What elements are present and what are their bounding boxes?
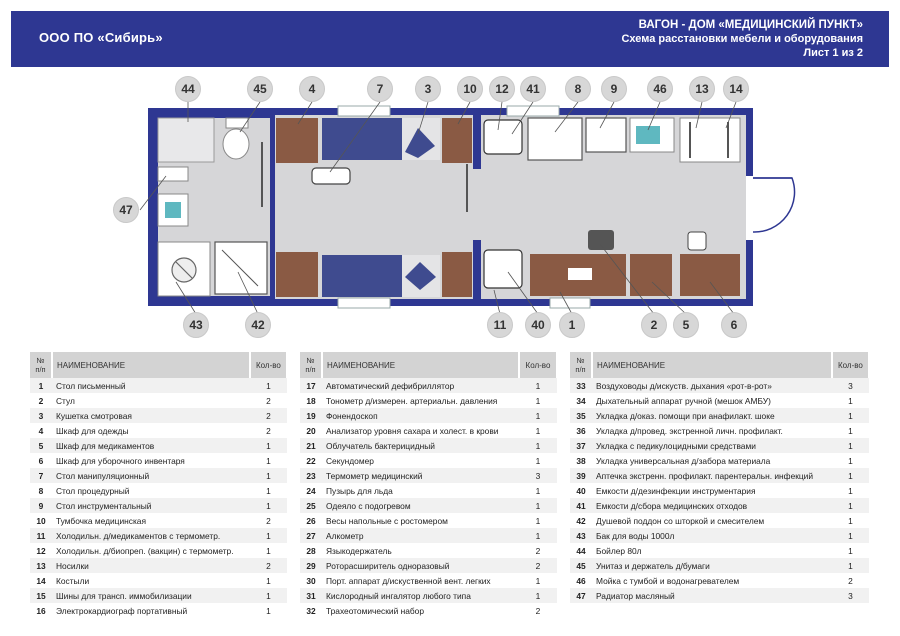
table-row	[30, 543, 287, 558]
item-name: Стол процедурный	[52, 483, 250, 498]
item-quantity: 1	[832, 498, 869, 513]
item-quantity: 1	[519, 513, 557, 528]
window	[338, 106, 390, 116]
toilet	[223, 129, 249, 159]
table-row	[570, 468, 869, 483]
item-number: 17	[300, 378, 322, 393]
item-number: 16	[30, 603, 52, 618]
item-quantity: 1	[832, 483, 869, 498]
item-number: 8	[30, 483, 52, 498]
item-quantity: 1	[832, 438, 869, 453]
cleaning-cabinet	[680, 254, 740, 296]
wardrobe	[276, 118, 318, 163]
item-quantity: 1	[519, 423, 557, 438]
callout-9: 9	[601, 76, 627, 102]
item-number: 34	[570, 393, 592, 408]
item-quantity: 1	[519, 438, 557, 453]
item-number: 9	[30, 498, 52, 513]
item-name: Бак для воды 1000л	[592, 528, 832, 543]
item-number: 36	[570, 423, 592, 438]
procedure-table	[528, 118, 582, 160]
item-number: 5	[30, 438, 52, 453]
item-quantity: 1	[250, 543, 287, 558]
item-quantity: 1	[519, 498, 557, 513]
item-number: 19	[300, 408, 322, 423]
item-quantity: 2	[250, 558, 287, 573]
callout-7: 7	[367, 76, 393, 102]
item-number: 14	[30, 573, 52, 588]
table-row	[300, 558, 557, 573]
spec-table-1	[30, 352, 288, 618]
spec-table-3	[570, 352, 870, 603]
table-row	[30, 408, 287, 423]
table-row	[570, 543, 869, 558]
item-name: Стол манипуляционный	[52, 468, 250, 483]
item-quantity: 3	[519, 468, 557, 483]
item-number: 25	[300, 498, 322, 513]
item-name: Бойлер 80л	[592, 543, 832, 558]
table-row	[300, 393, 557, 408]
col-num-header: № п/п	[570, 352, 592, 378]
item-name: Стол письменный	[52, 378, 250, 393]
item-number: 2	[30, 393, 52, 408]
table-row	[300, 528, 557, 543]
item-quantity: 1	[832, 393, 869, 408]
item-quantity: 2	[250, 393, 287, 408]
callout-8: 8	[565, 76, 591, 102]
window	[550, 298, 590, 308]
item-number: 13	[30, 558, 52, 573]
item-name: Трахеотомический набор	[322, 603, 519, 618]
table-row	[300, 483, 557, 498]
item-number: 32	[300, 603, 322, 618]
drawing-subtitle: Схема расстановки мебели и оборудования	[621, 33, 863, 45]
medicine-fridge	[484, 250, 522, 288]
shower-tray	[215, 242, 267, 294]
item-name: Носилки	[52, 558, 250, 573]
col-qty-header: Кол-во	[832, 352, 869, 378]
drawing-title: ВАГОН - ДОМ «МЕДИЦИНСКИЙ ПУНКТ»	[638, 19, 863, 31]
table-row	[30, 423, 287, 438]
item-quantity: 1	[832, 468, 869, 483]
item-name: Укладка с педикулоцидными средствами	[592, 438, 832, 453]
item-number: 22	[300, 453, 322, 468]
item-name: Душевой поддон со шторкой и смесителем	[592, 513, 832, 528]
item-number: 26	[300, 513, 322, 528]
item-quantity: 2	[250, 423, 287, 438]
callout-13: 13	[689, 76, 715, 102]
table-row	[570, 528, 869, 543]
table-row	[30, 528, 287, 543]
item-name: Мойка с тумбой и водонагревателем	[592, 573, 832, 588]
item-name: Шкаф для уборочного инвентаря	[52, 453, 250, 468]
item-number: 7	[30, 468, 52, 483]
item-number: 4	[30, 423, 52, 438]
chair	[588, 230, 614, 250]
table-row	[30, 393, 287, 408]
item-quantity: 1	[832, 558, 869, 573]
col-num-header: № п/п	[300, 352, 322, 378]
item-name: Облучатель бактерицидный	[322, 438, 519, 453]
item-number: 47	[570, 588, 592, 603]
item-quantity: 1	[832, 528, 869, 543]
item-quantity: 1	[250, 468, 287, 483]
callout-41: 41	[520, 76, 546, 102]
item-number: 6	[30, 453, 52, 468]
table-row	[300, 498, 557, 513]
item-quantity: 2	[519, 558, 557, 573]
callout-45: 45	[247, 76, 273, 102]
item-quantity: 1	[250, 438, 287, 453]
item-number: 46	[570, 573, 592, 588]
item-quantity: 1	[832, 453, 869, 468]
item-quantity: 1	[832, 408, 869, 423]
table-row	[30, 573, 287, 588]
chair	[688, 232, 706, 250]
table-row	[300, 423, 557, 438]
item-number: 45	[570, 558, 592, 573]
callout-12: 12	[489, 76, 515, 102]
item-number: 21	[300, 438, 322, 453]
item-number: 27	[300, 528, 322, 543]
callout-11: 11	[487, 312, 513, 338]
item-number: 28	[300, 543, 322, 558]
table-row	[30, 378, 287, 393]
item-quantity: 1	[832, 513, 869, 528]
item-quantity: 3	[832, 588, 869, 603]
item-quantity: 1	[250, 498, 287, 513]
item-quantity: 1	[519, 393, 557, 408]
table-row	[300, 543, 557, 558]
item-name: Аптечка экстренн. профилакт. парентеральн. инфекций	[592, 468, 832, 483]
table-row	[300, 378, 557, 393]
col-name-header: НАИМЕНОВАНИЕ	[52, 352, 250, 378]
boiler	[158, 118, 214, 162]
item-number: 18	[300, 393, 322, 408]
item-name: Электрокардиограф портативный	[52, 603, 250, 618]
table-row	[570, 378, 869, 393]
vaccine-fridge	[484, 120, 522, 154]
callout-6: 6	[721, 312, 747, 338]
item-quantity: 1	[250, 528, 287, 543]
floor-plan	[0, 72, 900, 344]
item-quantity: 1	[519, 453, 557, 468]
table-row	[570, 573, 869, 588]
item-name: Стол инструментальный	[52, 498, 250, 513]
item-number: 38	[570, 453, 592, 468]
item-quantity: 1	[519, 483, 557, 498]
item-name: Одеяло с подогревом	[322, 498, 519, 513]
specification-tables	[30, 352, 870, 624]
item-number: 42	[570, 513, 592, 528]
col-qty-header: Кол-во	[250, 352, 287, 378]
item-number: 20	[300, 423, 322, 438]
item-number: 30	[300, 573, 322, 588]
item-name: Тумбочка медицинская	[52, 513, 250, 528]
window	[338, 298, 390, 308]
item-name: Роторасширитель одноразовый	[322, 558, 519, 573]
window	[507, 106, 559, 116]
item-number: 24	[300, 483, 322, 498]
item-number: 11	[30, 528, 52, 543]
item-name: Фонендоскоп	[322, 408, 519, 423]
table-row	[570, 423, 869, 438]
item-quantity: 1	[250, 588, 287, 603]
item-number: 33	[570, 378, 592, 393]
item-name: Костыли	[52, 573, 250, 588]
item-number: 23	[300, 468, 322, 483]
sheet-number: Лист 1 из 2	[803, 47, 863, 59]
entrance-door	[753, 178, 795, 232]
item-number: 44	[570, 543, 592, 558]
item-quantity: 2	[250, 513, 287, 528]
item-quantity: 1	[250, 573, 287, 588]
item-quantity: 1	[519, 588, 557, 603]
examination-couch	[322, 255, 402, 297]
nightstand	[442, 118, 472, 163]
item-name: Холодильн. д/биопреп. (вакцин) с термометр.	[52, 543, 250, 558]
item-name: Кушетка смотровая	[52, 408, 250, 423]
item-name: Термометр медицинский	[322, 468, 519, 483]
item-name: Воздуховоды д/искуств. дыхания «рот-в-рот»	[592, 378, 832, 393]
callout-47: 47	[113, 197, 139, 223]
spec-table-2	[300, 352, 558, 618]
item-quantity: 1	[519, 408, 557, 423]
callout-43: 43	[183, 312, 209, 338]
item-name: Шкаф для одежды	[52, 423, 250, 438]
header-bar	[11, 11, 889, 67]
item-quantity: 1	[832, 423, 869, 438]
callout-2: 2	[641, 312, 667, 338]
callout-14: 14	[723, 76, 749, 102]
table-row	[300, 453, 557, 468]
table-row	[30, 588, 287, 603]
item-quantity: 1	[832, 543, 869, 558]
callout-3: 3	[415, 76, 441, 102]
item-name: Секундомер	[322, 453, 519, 468]
item-name: Шкаф для медикаментов	[52, 438, 250, 453]
examination-couch	[322, 118, 402, 160]
table-row	[300, 438, 557, 453]
col-name-header: НАИМЕНОВАНИЕ	[592, 352, 832, 378]
table-row	[300, 603, 557, 618]
item-name: Дыхательный аппарат ручной (мешок АМБУ)	[592, 393, 832, 408]
item-quantity: 2	[250, 408, 287, 423]
table-row	[570, 453, 869, 468]
table-row	[30, 438, 287, 453]
table-row	[300, 408, 557, 423]
callout-40: 40	[525, 312, 551, 338]
item-number: 31	[300, 588, 322, 603]
item-number: 1	[30, 378, 52, 393]
table-row	[570, 498, 869, 513]
item-number: 41	[570, 498, 592, 513]
item-number: 15	[30, 588, 52, 603]
item-name: Пузырь для льда	[322, 483, 519, 498]
item-name: Емкости д/сбора медицинских отходов	[592, 498, 832, 513]
item-name: Алкометр	[322, 528, 519, 543]
item-name: Автоматический дефибриллятор	[322, 378, 519, 393]
callout-4: 4	[299, 76, 325, 102]
item-name: Шины для трансп. иммобилизации	[52, 588, 250, 603]
col-name-header: НАИМЕНОВАНИЕ	[322, 352, 519, 378]
item-number: 10	[30, 513, 52, 528]
callout-46: 46	[647, 76, 673, 102]
item-number: 43	[570, 528, 592, 543]
item-name: Языкодержатель	[322, 543, 519, 558]
item-name: Радиатор масляный	[592, 588, 832, 603]
table-row	[30, 603, 287, 618]
item-quantity: 1	[519, 573, 557, 588]
table-row	[570, 393, 869, 408]
item-quantity: 2	[519, 603, 557, 618]
callout-1: 1	[559, 312, 585, 338]
medicine-cabinet	[630, 254, 672, 296]
item-name: Анализатор уровня сахара и холест. в крови	[322, 423, 519, 438]
callout-5: 5	[673, 312, 699, 338]
item-number: 12	[30, 543, 52, 558]
item-name: Тонометр д/измерен. артериальн. давления	[322, 393, 519, 408]
table-row	[300, 588, 557, 603]
item-quantity: 1	[250, 378, 287, 393]
item-quantity: 1	[250, 453, 287, 468]
item-name: Укладка д/оказ. помощи при анафилакт. шоке	[592, 408, 832, 423]
callout-42: 42	[245, 312, 271, 338]
item-name: Кислородный ингалятор любого типа	[322, 588, 519, 603]
callout-10: 10	[457, 76, 483, 102]
item-number: 37	[570, 438, 592, 453]
item-quantity: 1	[519, 378, 557, 393]
table-row	[570, 483, 869, 498]
table-row	[570, 438, 869, 453]
item-name: Укладка д/провед. экстренной личн. профилакт.	[592, 423, 832, 438]
item-quantity: 1	[250, 483, 287, 498]
item-number: 40	[570, 483, 592, 498]
company-name: ООО ПО «Сибирь»	[39, 30, 163, 45]
item-name: Весы напольные с ростомером	[322, 513, 519, 528]
col-qty-header: Кол-во	[519, 352, 557, 378]
item-quantity: 1	[250, 603, 287, 618]
callout-44: 44	[175, 76, 201, 102]
item-name: Укладка универсальная д/забора материала	[592, 453, 832, 468]
item-name: Емкости д/дезинфекции инструментария	[592, 483, 832, 498]
table-row	[300, 468, 557, 483]
table-row	[30, 498, 287, 513]
item-quantity: 2	[519, 543, 557, 558]
item-name: Унитаз и держатель д/бумаги	[592, 558, 832, 573]
item-number: 29	[300, 558, 322, 573]
item-number: 39	[570, 468, 592, 483]
table-row	[30, 558, 287, 573]
item-name: Стул	[52, 393, 250, 408]
item-quantity: 2	[832, 573, 869, 588]
item-quantity: 1	[519, 528, 557, 543]
item-quantity: 3	[832, 378, 869, 393]
radiator	[158, 167, 188, 181]
item-name: Холодильн. д/медикаментов с термометр.	[52, 528, 250, 543]
table-row	[570, 408, 869, 423]
table-row	[300, 513, 557, 528]
col-num-header: № п/п	[30, 352, 52, 378]
table-row	[30, 513, 287, 528]
item-name: Порт. аппарат д/искуственной вент. легких	[322, 573, 519, 588]
instrument-table	[586, 118, 626, 152]
table-row	[570, 588, 869, 603]
table-row	[570, 513, 869, 528]
table-row	[30, 468, 287, 483]
item-number: 35	[570, 408, 592, 423]
table-row	[30, 483, 287, 498]
table-row	[30, 453, 287, 468]
table-row	[300, 573, 557, 588]
table-row	[570, 558, 869, 573]
wardrobe	[276, 252, 318, 297]
nightstand	[442, 252, 472, 297]
item-number: 3	[30, 408, 52, 423]
